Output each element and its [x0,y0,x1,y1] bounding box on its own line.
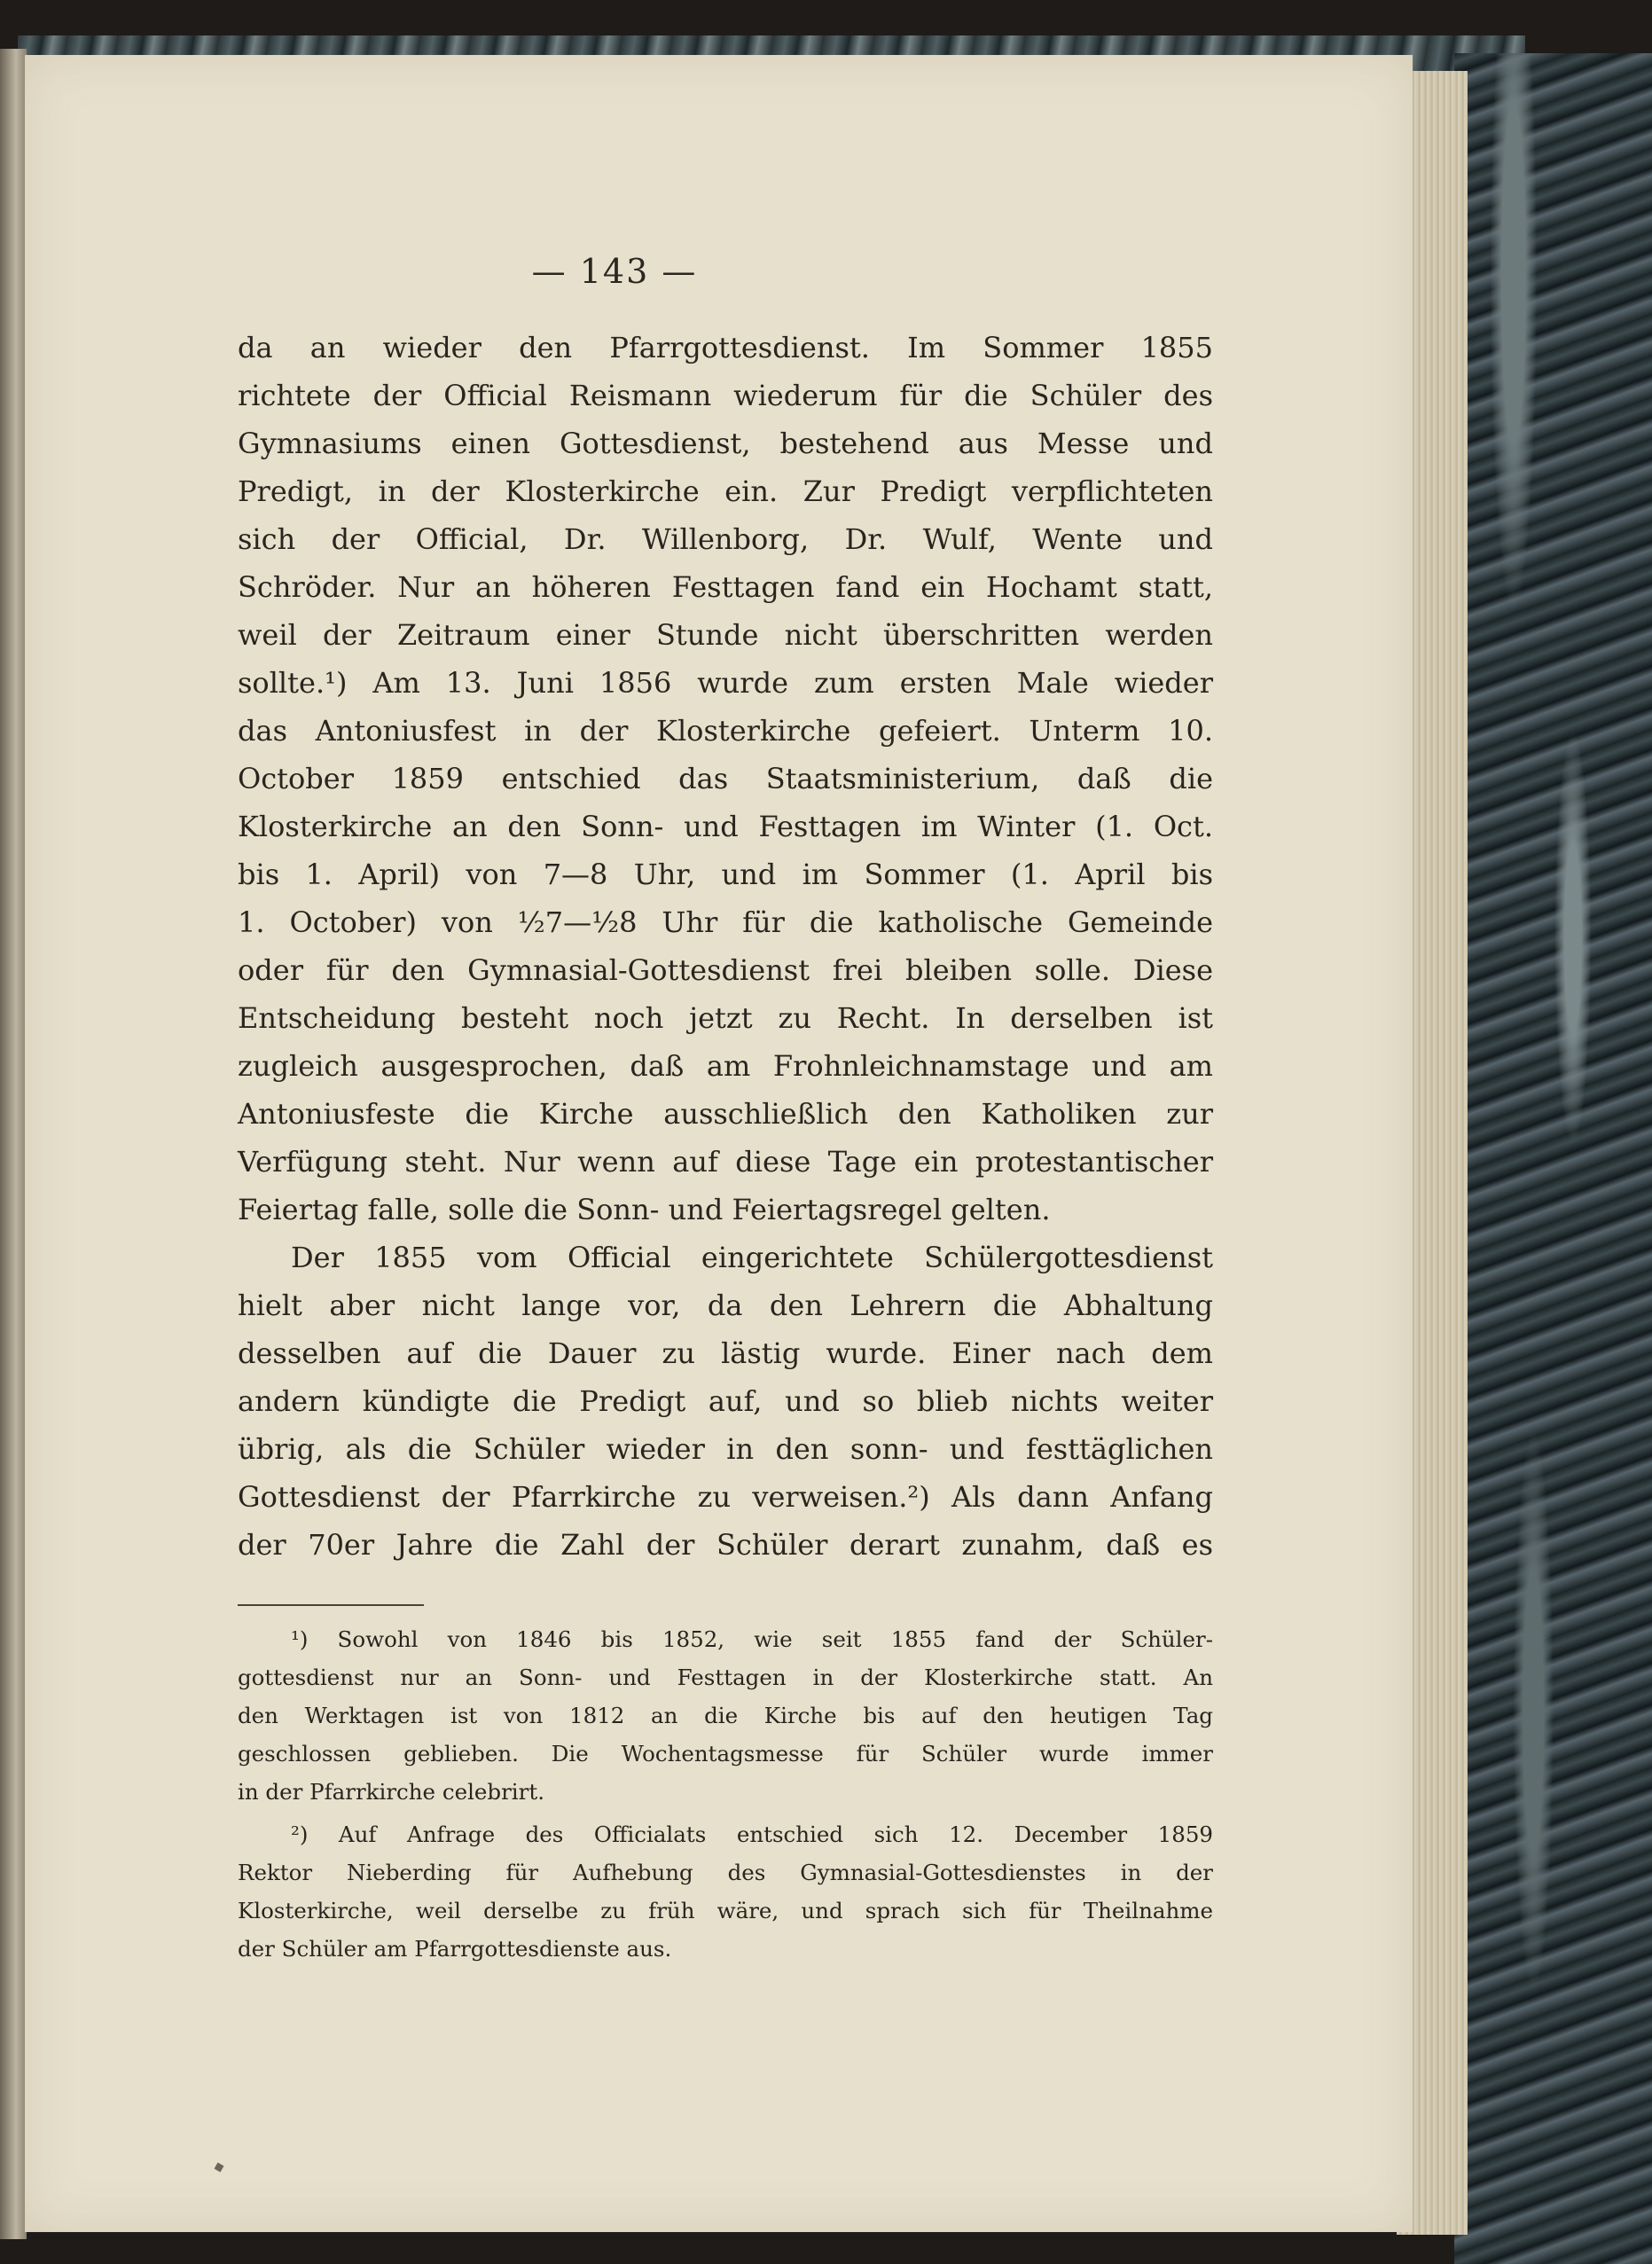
footnote-line: der Schüler am Pfarrgottesdienste aus. [238,1936,672,1962]
body-line: 1. October) von ½7—½8 Uhr für die katholische Gemeinde [238,905,1213,939]
body-line: Schröder. Nur an höheren Festtagen fand ein Hochamt statt, [238,570,1213,604]
body-line: da an wieder den Pfarrgottesdienst. Im Sommer 1855 [238,331,1213,364]
footnote-line: Klosterkirche, weil derselbe zu früh wäre, und sprach sich für Theilnahme [238,1898,1213,1923]
footnote-line: geschlossen geblieben. Die Wochentagsmesse für Schüler wurde immer [238,1741,1213,1767]
body-line: weil der Zeitraum einer Stunde nicht überschritten werden [238,618,1213,652]
body-line: Antoniusfeste die Kirche ausschließlich den Katholiken zur [238,1097,1213,1131]
body-line: desselben auf die Dauer zu lästig wurde. Einer nach dem [238,1336,1213,1370]
body-line: bis 1. April) von 7—8 Uhr, und im Sommer (1. April bis [238,858,1213,891]
body-line: Klosterkirche an den Sonn- und Festtagen im Winter (1. Oct. [238,810,1213,843]
body-line: Verfügung steht. Nur wenn auf diese Tage ein protestantischer [238,1145,1213,1179]
body-line: sollte.¹) Am 13. Juni 1856 wurde zum ersten Male wieder [238,666,1213,700]
footnote-line: ¹) Sowohl von 1846 bis 1852, wie seit 1855 fand der Schüler- [291,1626,1213,1652]
footnote-line: den Werktagen ist von 1812 an die Kirche bis auf den heutigen Tag [238,1703,1213,1728]
marbled-cover-right [1454,53,1652,2264]
body-line: andern kündigte die Predigt auf, und so blieb nichts weiter [238,1384,1213,1418]
body-line: sich der Official, Dr. Willenborg, Dr. Wulf, Wente und [238,522,1213,556]
body-line: Der 1855 vom Official eingerichtete Schülergottesdienst [291,1241,1213,1274]
footnote-line: in der Pfarrkirche celebrirt. [238,1779,544,1805]
body-line: zugleich ausgesprochen, daß am Frohnleichnamstage und am [238,1049,1213,1083]
footnote-rule [238,1604,424,1606]
body-line: der 70er Jahre die Zahl der Schüler derart zunahm, daß es [238,1528,1213,1562]
body-line: Entscheidung besteht noch jetzt zu Recht. In derselben ist [238,1001,1213,1035]
book-page [25,55,1413,2232]
footnote-line: Rektor Nieberding für Aufhebung des Gymnasial-Gottesdienstes in der [238,1860,1213,1885]
scan-speck [215,2163,224,2173]
body-line: October 1859 entschied das Staatsministerium, daß die [238,762,1213,795]
body-line: oder für den Gymnasial-Gottesdienst frei bleiben solle. Diese [238,953,1213,987]
body-line: hielt aber nicht lange vor, da den Lehrern die Abhaltung [238,1289,1213,1322]
body-line: Gymnasiums einen Gottesdienst, bestehend aus Messe und [238,427,1213,460]
body-line: Feiertag falle, solle die Sonn- und Feiertagsregel gelten. [238,1193,1051,1226]
page-number: — 143 — [531,252,698,291]
body-line: richtete der Official Reismann wiederum für die Schüler des [238,379,1213,412]
body-line: das Antoniusfest in der Klosterkirche gefeiert. Unterm 10. [238,714,1213,748]
footnote-line: ²) Auf Anfrage des Officialats entschied sich 12. December 1859 [291,1821,1213,1847]
body-line: Gottesdienst der Pfarrkirche zu verweisen.²) Als dann Anfang [238,1480,1213,1514]
footnote-line: gottesdienst nur an Sonn- und Festtagen in der Klosterkirche statt. An [238,1665,1213,1690]
body-line: übrig, als die Schüler wieder in den sonn- und festtäglichen [238,1432,1213,1466]
left-page-edge [0,49,27,2239]
body-line: Predigt, in der Klosterkirche ein. Zur Predigt verpflichteten [238,474,1213,508]
